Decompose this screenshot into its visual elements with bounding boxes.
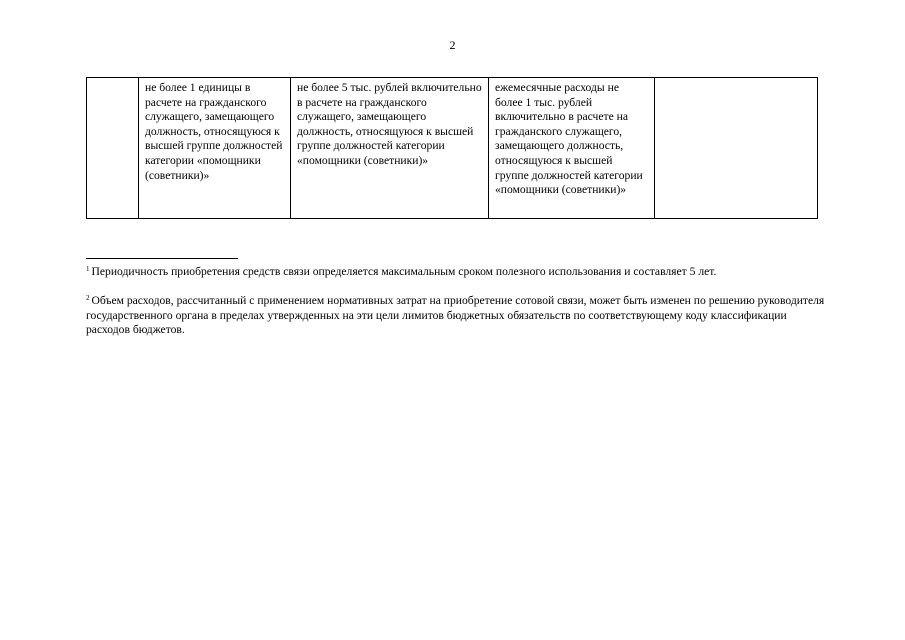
footnote-2-text: Объем расходов, рассчитанный с применением нормативных затрат на приобретение сотовой связи, может быть изменен по решению руководителя государственного органа в пределах утвержденных на эти цели лимитов бюджетных обязательств по соответствующему коду классификации расходов бюджетов. (86, 294, 825, 337)
table-cell-monthly-expense: ежемесячные расходы не более 1 тыс. рублей включительно в расчете на гражданского служащего, замещающего должность, относящуюся к высшей группе должностей категории «помощники (советники)» (489, 78, 655, 219)
footnote-2-mark: 2 (86, 294, 90, 302)
footnote-1 (86, 265, 831, 280)
footnote-separator (86, 258, 238, 259)
table-cell-price: не более 5 тыс. рублей включительно в расчете на гражданского служащего, замещающего должность, относящуюся к высшей группе должностей категории «помощники (советники)» (291, 78, 489, 219)
footnote-1-text: Периодичность приобретения средств связи определяется максимальным сроком полезного использования и составляет 5 лет. (91, 265, 717, 278)
norms-table (86, 77, 818, 219)
table-cell-empty (655, 78, 818, 219)
table-cell-index (87, 78, 139, 219)
footnote-1-mark: 1 (86, 265, 90, 273)
table-row (87, 78, 818, 219)
footnote-2 (86, 294, 831, 338)
table-cell-quantity: не более 1 единицы в расчете на гражданского служащего, замещающего должность, относящуюся к высшей группе должностей категории «помощники (советники)» (139, 78, 291, 219)
page-number: 2 (449, 38, 456, 52)
